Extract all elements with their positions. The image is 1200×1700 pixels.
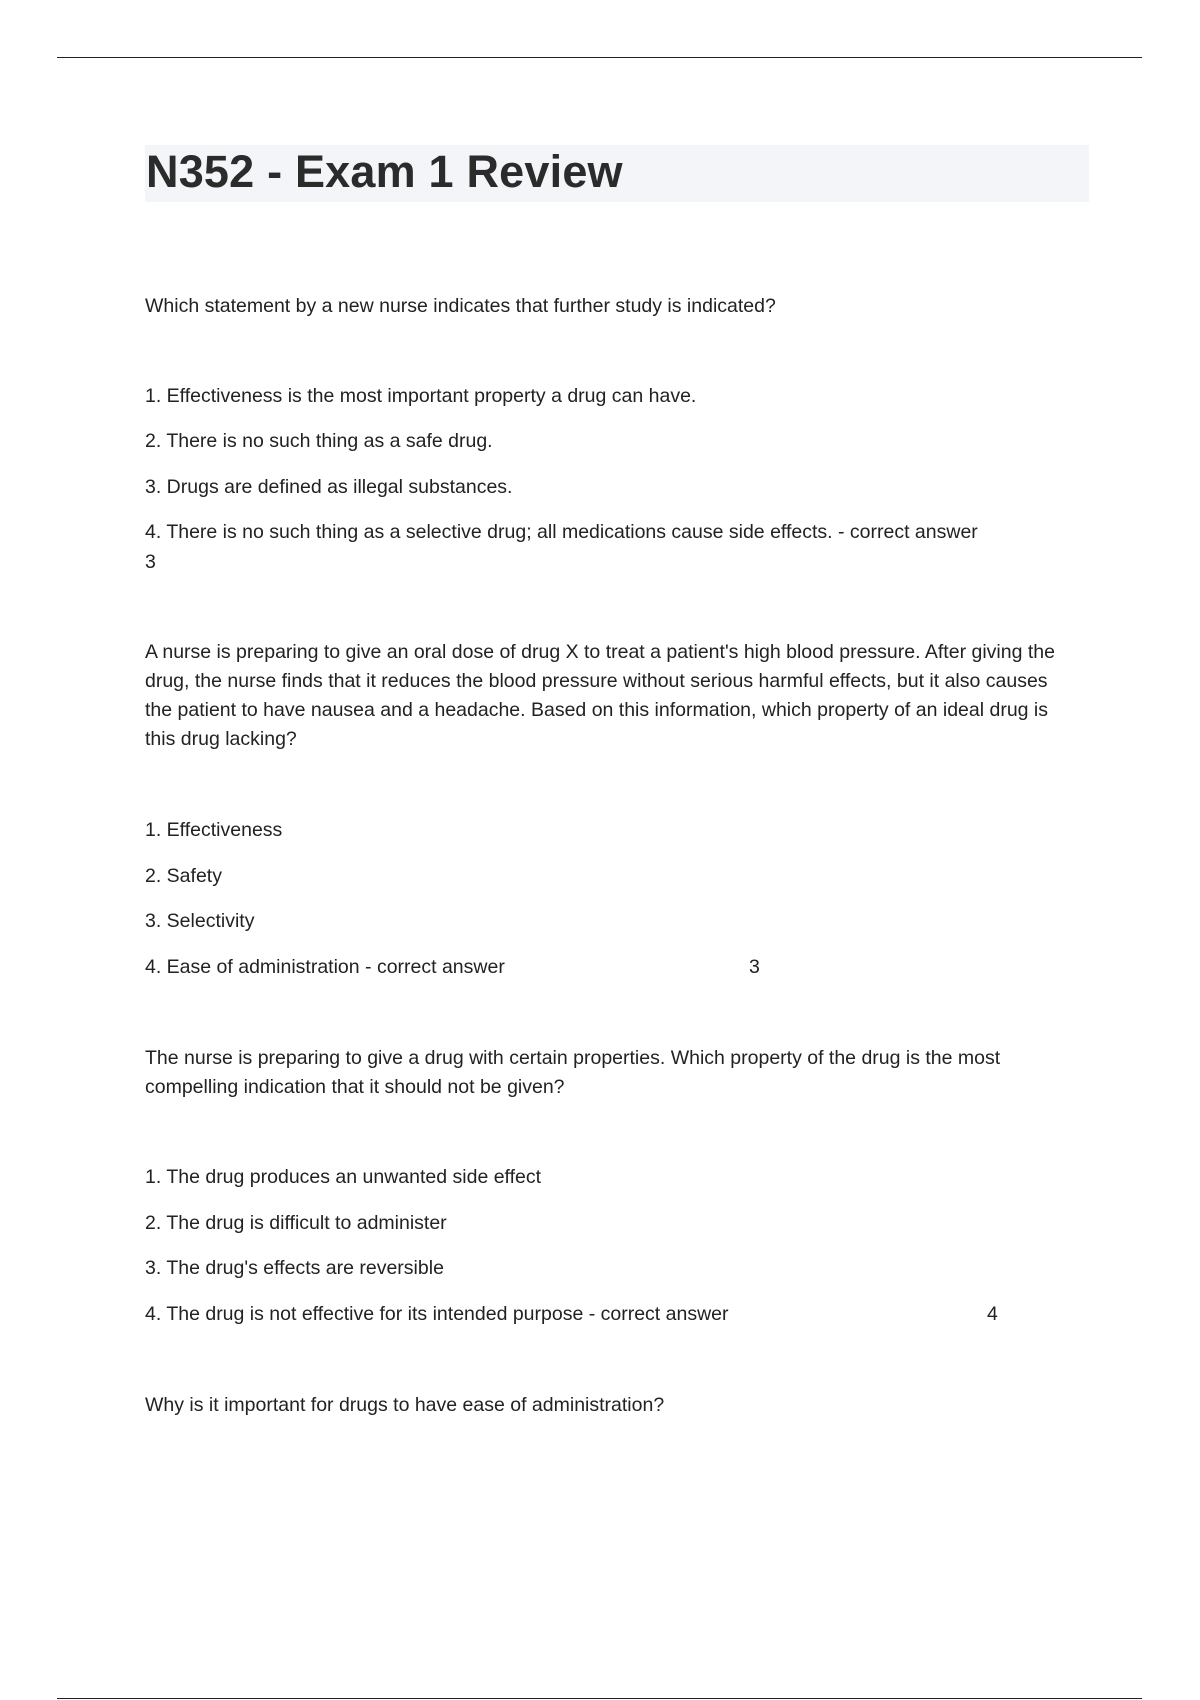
- question-2-prompt: A nurse is preparing to give an oral dose of drug X to treat a patient's high blood pressure. After giving the drug, the nurse finds that it reduces the blood pressure without serious harmful effects, but it also causes the patient to have nausea and a headache. Based on this information, which property of an ideal drug is this drug lacking?: [145, 641, 1055, 750]
- question-1-prompt: Which statement by a new nurse indicates that further study is indicated?: [145, 295, 776, 317]
- question-2-option-3: 3. Selectivity: [145, 910, 255, 932]
- question-2-option-1: 1. Effectiveness: [145, 819, 283, 841]
- question-4-prompt: Why is it important for drugs to have ease of administration?: [145, 1394, 665, 1416]
- question-1-option-2: 2. There is no such thing as a safe drug.: [145, 430, 493, 452]
- question-2-option-2: 2. Safety: [145, 865, 222, 887]
- question-1-answer: 3: [145, 551, 156, 573]
- question-1-option-3: 3. Drugs are defined as illegal substances.: [145, 476, 513, 498]
- question-3-option-4: 4. The drug is not effective for its intended purpose - correct answer: [145, 1303, 729, 1325]
- question-3-option-2: 2. The drug is difficult to administer: [145, 1212, 447, 1234]
- question-1-option-4: 4. There is no such thing as a selective drug; all medications cause side effects. - correct answer: [145, 521, 978, 543]
- page-title: N352 - Exam 1 Review: [146, 146, 623, 197]
- top-rule: [57, 57, 1142, 58]
- question-3-option-1: 1. The drug produces an unwanted side effect: [145, 1166, 542, 1188]
- question-2-answer: 3: [749, 956, 760, 978]
- question-2-option-4: 4. Ease of administration - correct answer: [145, 956, 505, 978]
- question-1-option-1: 1. Effectiveness is the most important property a drug can have.: [145, 385, 697, 407]
- bottom-rule: [57, 1698, 1142, 1699]
- question-3-answer: 4: [987, 1303, 998, 1325]
- question-3-option-3: 3. The drug's effects are reversible: [145, 1257, 444, 1279]
- question-3-prompt: The nurse is preparing to give a drug with certain properties. Which property of the drug is the most compelling indication that it should not be given?: [145, 1047, 1001, 1098]
